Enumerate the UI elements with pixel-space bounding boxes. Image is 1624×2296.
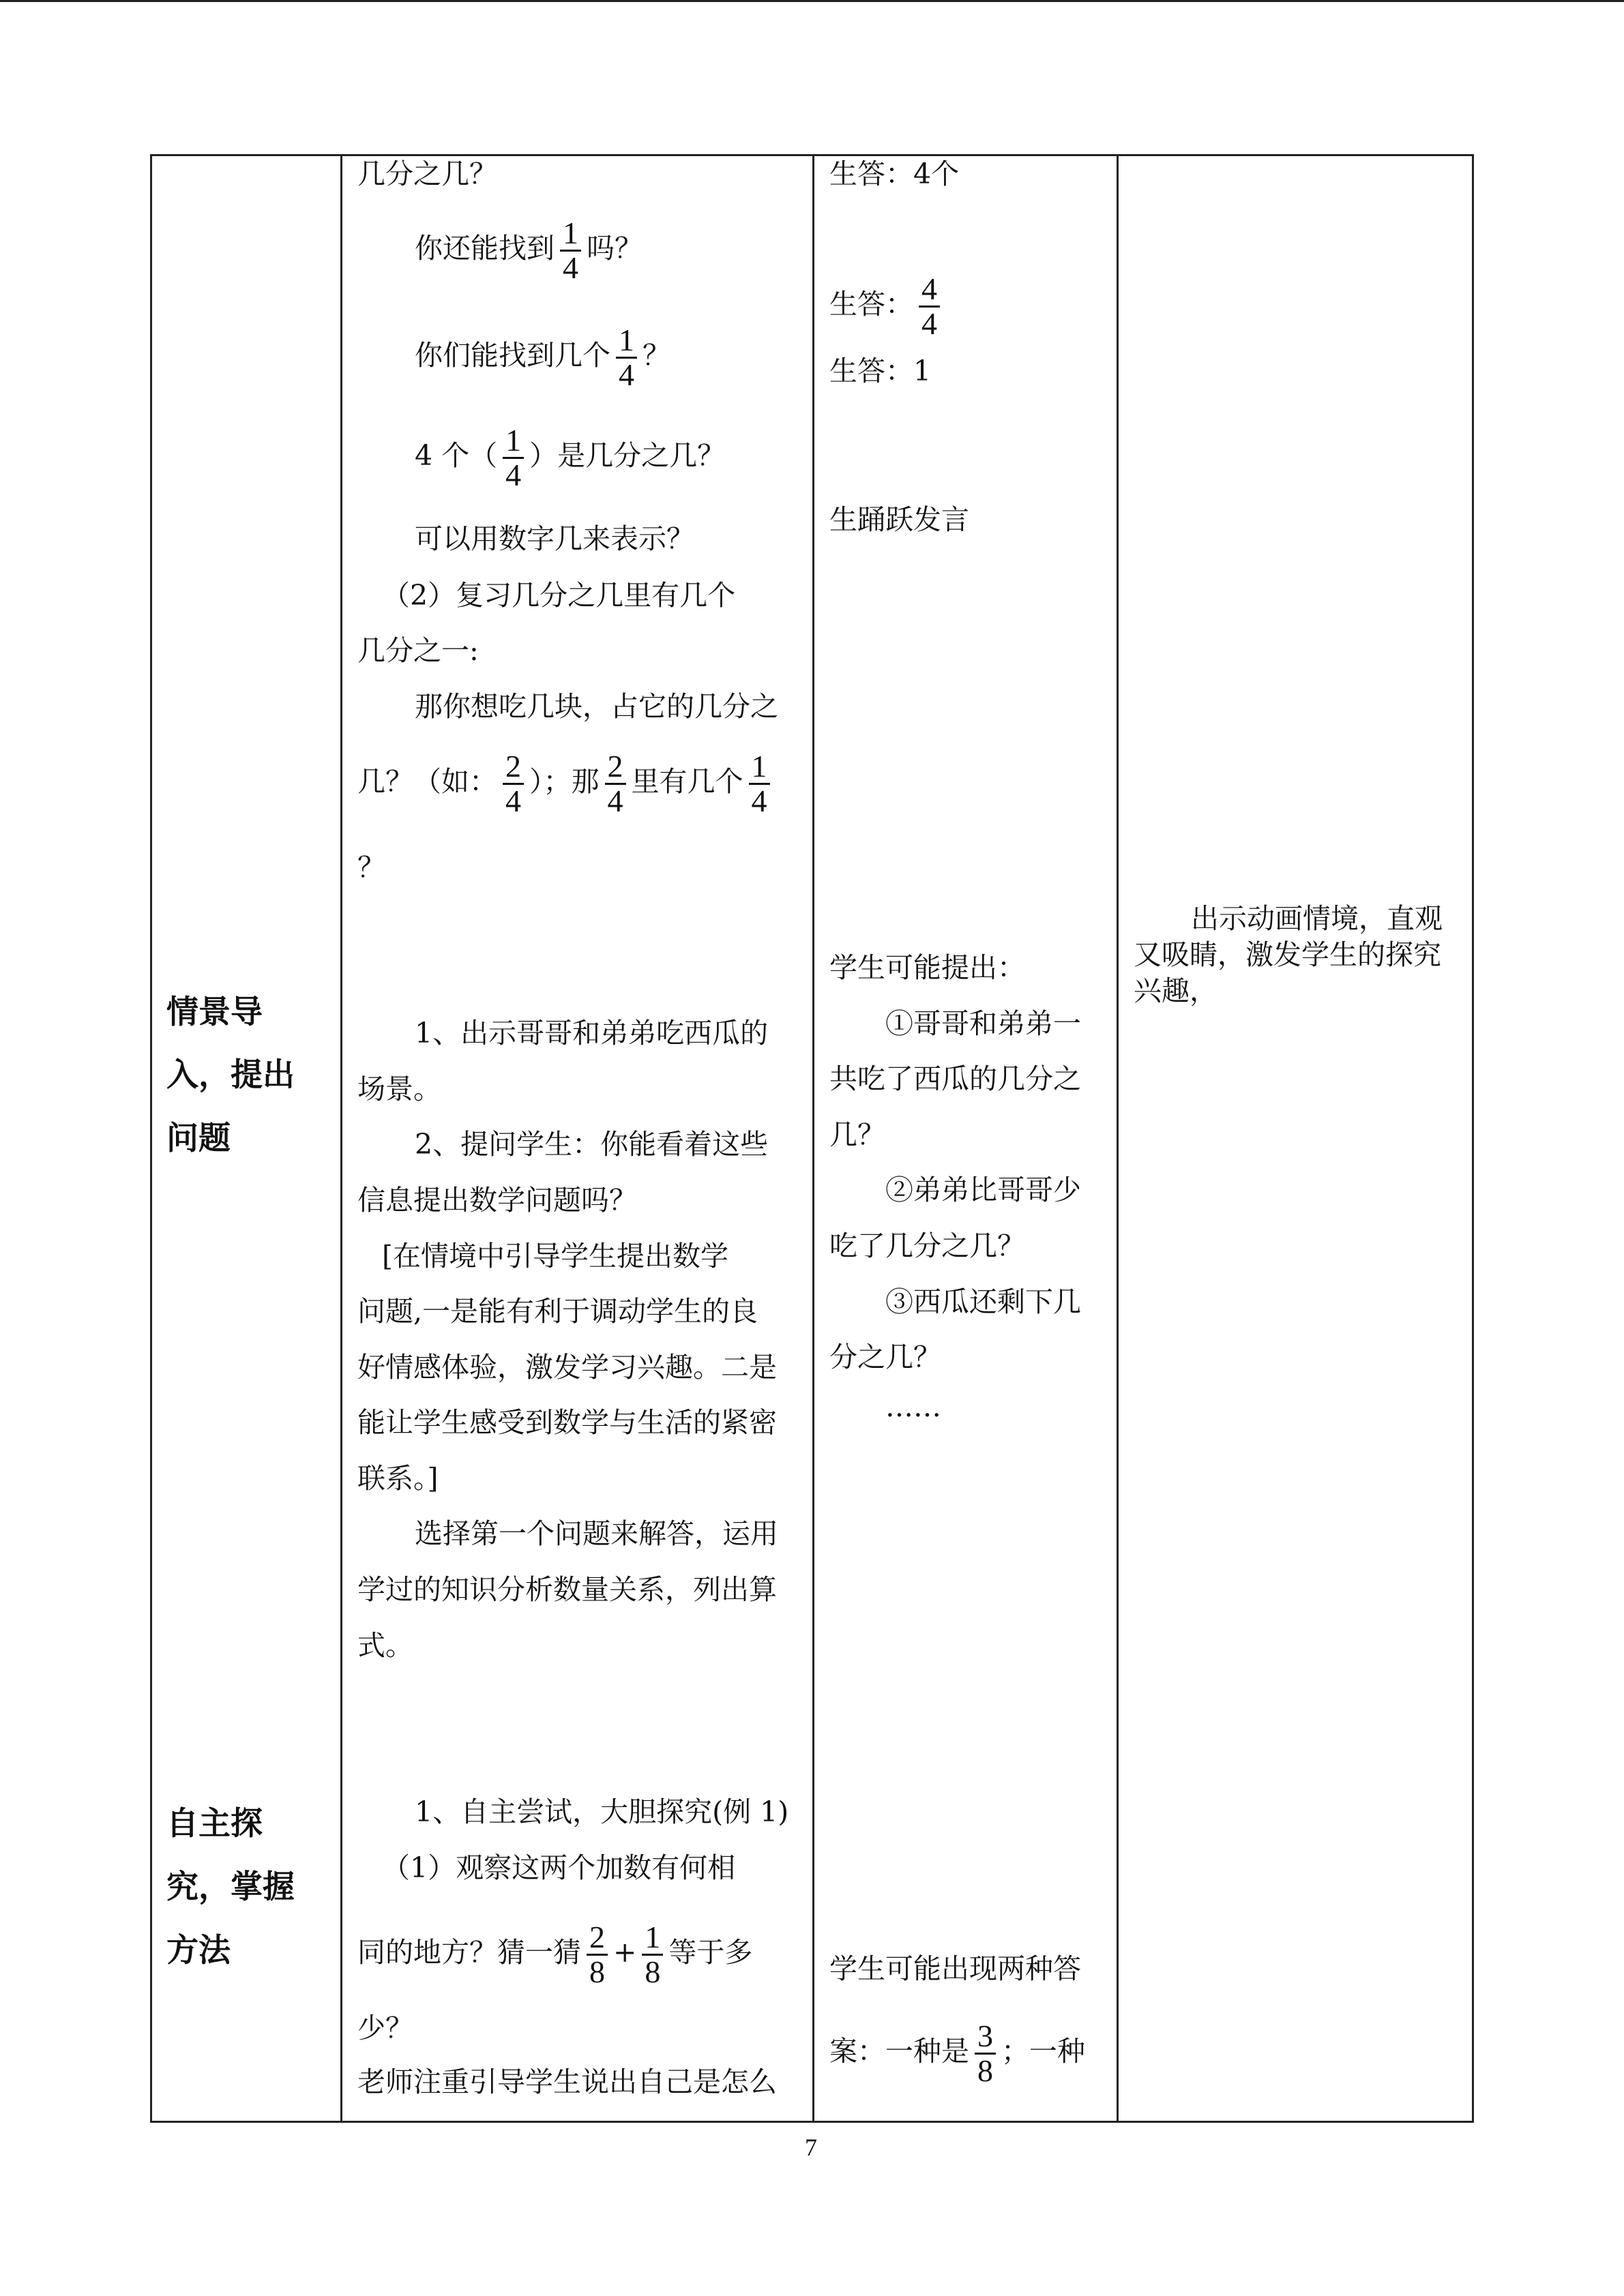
teacher-line-10: ？	[357, 851, 385, 884]
fraction-one-eighth: $\frac{1}{8}$	[642, 1921, 663, 1988]
column-divider-3	[1117, 154, 1119, 2123]
student-line-10: 吃了几分之几？	[829, 1229, 1025, 1262]
section-heading-2-line-1: 自主探	[166, 1805, 263, 1843]
teacher-line-27: 老师注重引导学生说出自己是怎么	[357, 2066, 777, 2098]
teacher-line-9: 几？（如： $\frac{2}{4}$ ）；那 $\frac{2}{4}$ 里有几个 $\frac{1}{4}$	[357, 750, 776, 818]
page-number: 7	[805, 2134, 817, 2161]
teacher-line-23: 1、自主尝试，大胆探究(例 1)	[415, 1795, 789, 1828]
fraction-four-quarters: $\frac{4}{4}$	[919, 273, 940, 340]
teacher-line-6: （2）复习几分之几里有几个	[382, 579, 736, 612]
fraction-two-quarters: $\frac{2}{4}$	[503, 750, 524, 818]
teacher-line-5: 可以用数字几来表示？	[415, 522, 694, 555]
teacher-line-20: 选择第一个问题来解答，运用	[415, 1517, 778, 1550]
student-line-9: ②弟弟比哥哥少	[885, 1174, 1081, 1206]
teacher-line-3: 你们能找到几个 $\frac{1}{4}$ ？	[415, 323, 670, 392]
student-line-6: ①哥哥和弟弟一	[885, 1007, 1081, 1040]
teacher-line-13: 2、提问学生：你能看着这些	[415, 1128, 769, 1161]
student-line-3: 生答：1	[829, 355, 932, 387]
student-line-2: 生答： $\frac{4}{4}$	[829, 273, 945, 340]
teacher-line-15: [在情境中引导学生提出数学	[382, 1240, 728, 1272]
fraction-one-quarter: $\frac{1}{4}$	[503, 424, 524, 492]
student-line-8: 几？	[829, 1118, 885, 1151]
student-line-5: 学生可能提出：	[829, 951, 1025, 984]
teacher-line-26: 少？	[357, 2012, 413, 2044]
intent-line-3: 兴趣，	[1134, 974, 1217, 1007]
teacher-line-22: 式。	[357, 1629, 413, 1662]
teacher-line-4: 4 个（ $\frac{1}{4}$ ）是几分之几？	[415, 423, 726, 492]
column-divider-1	[340, 154, 342, 2123]
teacher-line-11: 1、出示哥哥和弟弟吃西瓜的	[415, 1017, 769, 1049]
teacher-line-7: 几分之一:	[357, 634, 479, 667]
teacher-line-19: 联系。]	[357, 1462, 439, 1495]
student-line-11: ③西瓜还剩下几	[885, 1285, 1081, 1318]
teacher-line-2: 你还能找到 $\frac{1}{4}$ 吗？	[415, 215, 643, 285]
fraction-one-quarter: $\frac{1}{4}$	[616, 324, 637, 391]
section-heading-1-line-2: 入，提出	[166, 1056, 295, 1094]
teacher-line-21: 学过的知识分析数量关系，列出算	[357, 1573, 777, 1606]
section-heading-2-line-3: 方法	[166, 1932, 231, 1969]
fraction-one-quarter: $\frac{1}{4}$	[560, 217, 581, 284]
teacher-line-14: 信息提出数学问题吗？	[357, 1184, 637, 1217]
fraction-one-quarter: $\frac{1}{4}$	[749, 750, 770, 818]
page-top-border	[0, 0, 1624, 2]
teacher-line-25: 同的地方？猜一猜 $\frac{2}{8}$ + $\frac{1}{8}$ 等于多	[357, 1920, 753, 1989]
column-divider-2	[812, 154, 814, 2123]
student-line-1: 生答：4个	[829, 158, 960, 190]
teacher-line-12: 场景。	[357, 1073, 441, 1105]
teacher-line-24: （1）观察这两个加数有何相	[382, 1851, 736, 1884]
fraction-two-quarters: $\frac{2}{4}$	[605, 750, 626, 818]
intent-line-1: 出示动画情境，直观	[1191, 902, 1443, 935]
section-heading-1-line-1: 情景导	[166, 994, 263, 1031]
fraction-three-eighths: $\frac{3}{8}$	[975, 2020, 996, 2087]
teacher-line-8: 那你想吃几块，占它的几分之	[415, 690, 778, 723]
teacher-line-17: 好情感体验，激发学习兴趣。二是	[357, 1351, 777, 1384]
student-line-7: 共吃了西瓜的几分之	[829, 1062, 1081, 1095]
section-heading-2-line-2: 究，掌握	[166, 1868, 295, 1906]
student-line-13: ……	[885, 1390, 941, 1423]
student-line-15: 案：一种是 $\frac{3}{8}$ ；一种	[829, 2018, 1085, 2088]
fraction-two-eighths: $\frac{2}{8}$	[587, 1921, 608, 1988]
teacher-line-18: 能让学生感受到数学与生活的紧密	[357, 1406, 777, 1439]
student-line-14: 学生可能出现两种答	[829, 1952, 1081, 1985]
teacher-line-1: 几分之几？	[357, 158, 497, 190]
teacher-line-16: 问题,一是能有利于调动学生的良	[357, 1295, 758, 1328]
student-line-4: 生踊跃发言	[829, 503, 969, 536]
intent-line-2: 又吸睛，激发学生的探究	[1134, 938, 1441, 971]
section-heading-1-line-3: 问题	[166, 1120, 231, 1157]
student-line-12: 分之几？	[829, 1341, 941, 1373]
